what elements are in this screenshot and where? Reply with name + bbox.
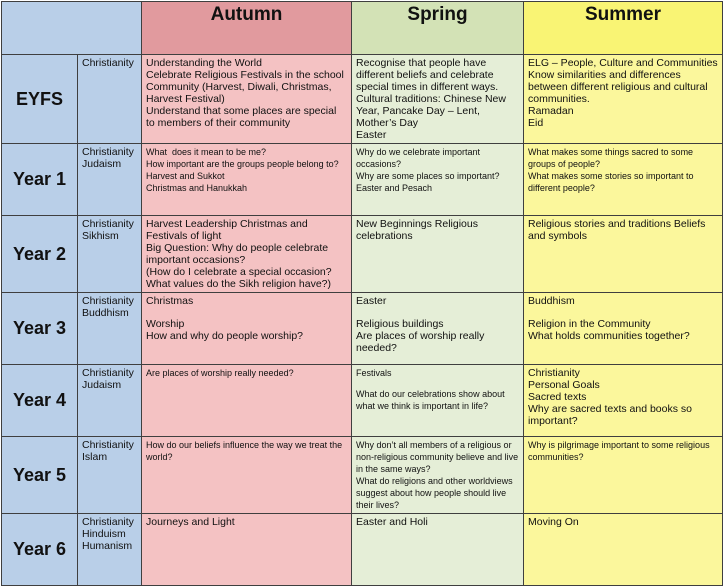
year-label: Year 1 <box>2 144 78 216</box>
spring-cell <box>352 55 524 144</box>
topic: Why is pilgrimage important to some religious communities? <box>528 440 713 462</box>
topic: Easter <box>356 295 387 307</box>
topic: Understand that some places are special to members of their community <box>146 105 340 129</box>
summer-cell <box>524 365 723 437</box>
year-label: Year 3 <box>2 293 78 365</box>
spacer <box>356 307 519 318</box>
spring-cell <box>352 293 524 365</box>
year-label: Year 2 <box>2 216 78 293</box>
religion: Christianity <box>82 218 134 230</box>
topic: Easter and Pesach <box>356 183 433 193</box>
topic: Are places of worship really needed? <box>356 330 488 354</box>
summer-cell <box>524 514 723 586</box>
spacer <box>356 379 519 388</box>
religion: Christianity <box>82 146 134 158</box>
topic: Why are sacred texts and books so important? <box>528 403 695 427</box>
religions-cell <box>78 437 142 514</box>
autumn-cell <box>142 55 352 144</box>
topic: Celebrate Religious Festivals in the school Community (Harvest, Diwali, Christmas, Harvest Festival) <box>146 69 347 105</box>
summer-cell <box>524 293 723 365</box>
spring-cell <box>352 144 524 216</box>
summer-cell <box>524 144 723 216</box>
religions-cell <box>78 514 142 586</box>
topic: Religious stories and traditions Beliefs and symbols <box>528 218 709 242</box>
religion: Judaism <box>82 158 122 170</box>
religion: Christianity <box>82 439 134 451</box>
autumn-cell <box>142 514 352 586</box>
religion: Islam <box>82 451 108 463</box>
autumn-cell <box>142 144 352 216</box>
religion: Judaism <box>82 379 122 391</box>
topic: Big Question: Why do people celebrate important occasions? <box>146 242 332 266</box>
topic: What do our celebrations show about what we think is important in life? <box>356 389 508 411</box>
header-blank-cell <box>2 2 142 55</box>
header-row <box>2 2 723 55</box>
topic: Festivals <box>356 368 392 378</box>
topic: Are places of worship really needed? <box>146 368 294 378</box>
topic: Christianity <box>528 367 580 379</box>
spring-cell <box>352 365 524 437</box>
header-autumn: Autumn <box>142 2 352 55</box>
topic: Religious buildings <box>356 318 444 330</box>
topic: Moving On <box>528 516 579 528</box>
spacer <box>528 307 718 318</box>
topic: Easter and Holi <box>356 516 428 528</box>
spring-cell <box>352 437 524 514</box>
topic: How and why do people worship? <box>146 330 304 342</box>
topic: What does it mean to be me? <box>146 147 267 157</box>
topic: New Beginnings Religious celebrations <box>356 218 481 242</box>
religion: Humanism <box>82 540 133 552</box>
religion: Christianity <box>82 57 134 69</box>
spacer <box>146 307 347 318</box>
summer-cell <box>524 55 723 144</box>
topic: What values do the Sikh religion have?) <box>146 278 332 290</box>
religion: Christianity <box>82 295 134 307</box>
topic: Harvest Leadership Christmas and Festivals of light <box>146 218 311 242</box>
religion: Christianity <box>82 516 134 528</box>
topic: What do religions and other worldviews suggest about how people should live their lives? <box>356 476 516 510</box>
summer-cell <box>524 216 723 293</box>
autumn-cell <box>142 437 352 514</box>
topic: Christmas <box>146 295 194 307</box>
topic: ELG – People, Culture and Communities <box>528 57 718 69</box>
topic: Eid <box>528 117 544 129</box>
year-label: Year 5 <box>2 437 78 514</box>
religions-cell <box>78 293 142 365</box>
topic: Sacred texts <box>528 391 587 403</box>
spring-cell <box>352 514 524 586</box>
autumn-cell <box>142 216 352 293</box>
religion: Sikhism <box>82 230 119 242</box>
row-eyfs <box>2 55 723 144</box>
summer-cell <box>524 437 723 514</box>
row-year-3 <box>2 293 723 365</box>
topic: Cultural traditions: Chinese New Year, Pancake Day – Lent, Mother’s Day <box>356 93 509 129</box>
religions-cell <box>78 144 142 216</box>
topic: Recognise that people have different beliefs and celebrate special times in different ways. <box>356 57 499 93</box>
topic: (How do I celebrate a special occasion? <box>146 266 332 278</box>
topic: Christmas and Hanukkah <box>146 183 248 193</box>
religions-cell <box>78 216 142 293</box>
topic: Why do we celebrate important occasions? <box>356 147 483 169</box>
topic: Understanding the World <box>146 57 262 69</box>
religion: Christianity <box>82 367 134 379</box>
topic: Harvest and Sukkot <box>146 171 225 181</box>
topic: How important are the groups people belong to? <box>146 159 339 169</box>
topic: Know similarities and differences between different religious and cultural communities. <box>528 69 711 105</box>
re-curriculum-table <box>1 1 723 586</box>
topic: Ramadan <box>528 105 574 117</box>
topic: What makes some stories so important to different people? <box>528 171 697 193</box>
row-year-2 <box>2 216 723 293</box>
header-spring: Spring <box>352 2 524 55</box>
topic: How do our beliefs influence the way we treat the world? <box>146 440 345 462</box>
topic: Why are some places so important? <box>356 171 500 181</box>
religion: Buddhism <box>82 307 129 319</box>
topic: Worship <box>146 318 185 330</box>
topic: Why don’t all members of a religious or non-religious community believe and live in the same ways? <box>356 440 521 474</box>
header-summer: Summer <box>524 2 723 55</box>
year-label: Year 6 <box>2 514 78 586</box>
religions-cell <box>78 365 142 437</box>
row-year-6 <box>2 514 723 586</box>
autumn-cell <box>142 293 352 365</box>
autumn-cell <box>142 365 352 437</box>
row-year-5 <box>2 437 723 514</box>
year-label: EYFS <box>2 55 78 144</box>
topic: Journeys and Light <box>146 516 235 528</box>
topic: Religion in the Community <box>528 318 651 330</box>
topic: What holds communities together? <box>528 330 690 342</box>
topic: Easter <box>356 129 387 141</box>
row-year-1 <box>2 144 723 216</box>
row-year-4 <box>2 365 723 437</box>
topic: Personal Goals <box>528 379 600 391</box>
religion: Hinduism <box>82 528 126 540</box>
topic: What makes some things sacred to some groups of people? <box>528 147 696 169</box>
year-label: Year 4 <box>2 365 78 437</box>
religions-cell <box>78 55 142 144</box>
spring-cell <box>352 216 524 293</box>
topic: Buddhism <box>528 295 575 307</box>
